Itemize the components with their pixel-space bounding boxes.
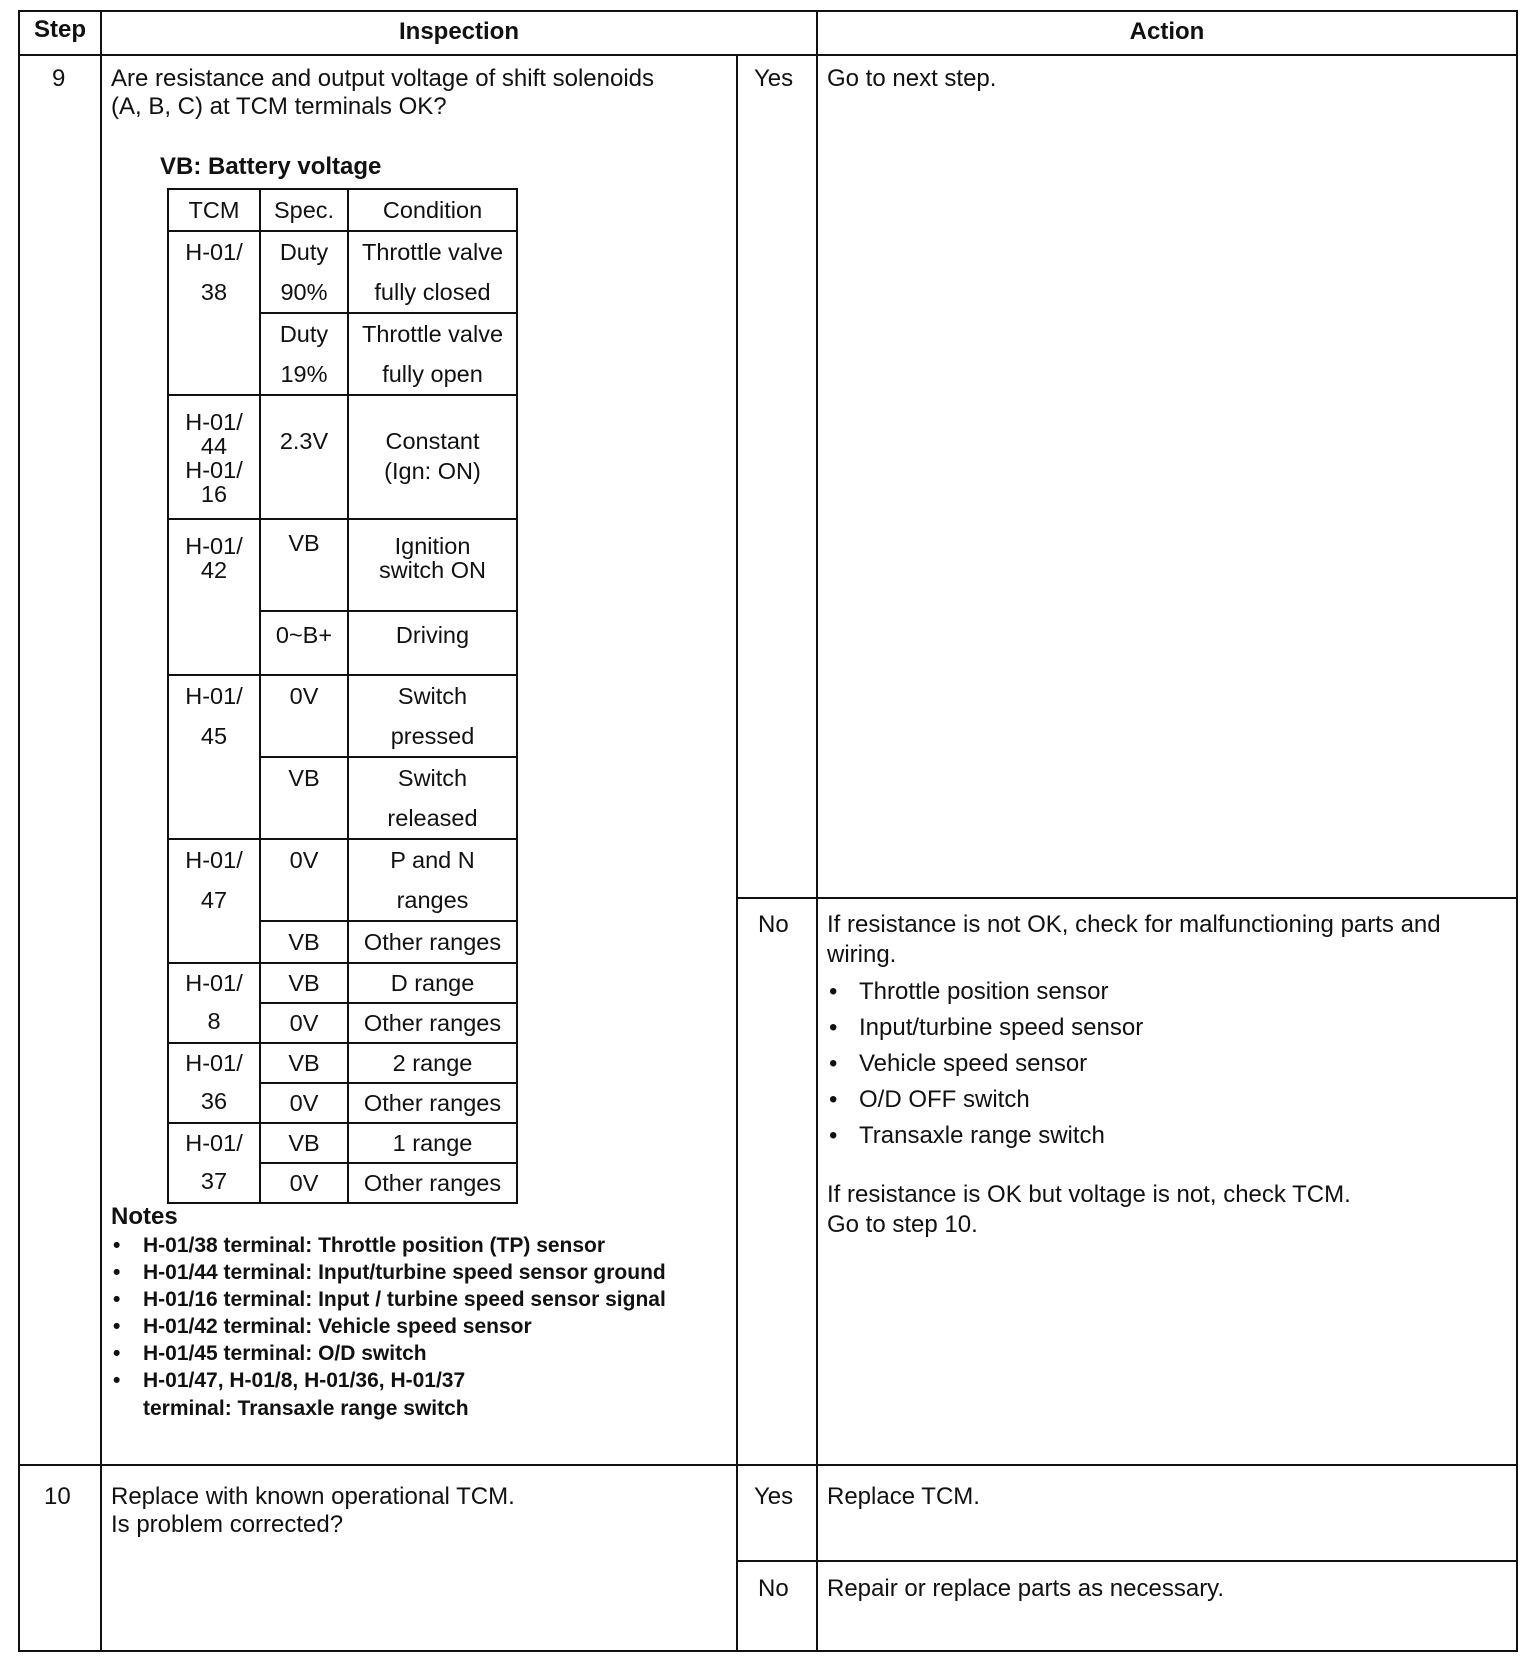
condition-line: switch ON <box>378 557 487 583</box>
step9-no-action-line4: Go to step 10. <box>827 1211 978 1238</box>
spec-cell-spec <box>260 1123 348 1163</box>
spec-line: VB <box>288 1130 320 1156</box>
grid-line-bottom <box>18 1650 1518 1652</box>
condition-line: P and N <box>390 847 475 873</box>
part-item: • Transaxle range switch <box>827 1118 1143 1154</box>
spec-row <box>168 1123 517 1163</box>
tcm-line: H-01/ <box>185 683 243 709</box>
step9-yes-action: Go to next step. <box>827 65 997 92</box>
spec-header-condition: Condition <box>348 189 517 231</box>
tcm-line: H-01/ <box>185 409 243 435</box>
condition-line: Constant <box>385 428 480 454</box>
tcm-line: 8 <box>207 1008 221 1034</box>
grid-line-yesno-col <box>736 54 738 1652</box>
condition-line: D range <box>390 970 475 996</box>
condition-line: Driving <box>395 622 470 648</box>
note-item-continuation: terminal: Transaxle range switch <box>143 1397 469 1420</box>
step10-no-action: Repair or replace parts as necessary. <box>827 1575 1225 1602</box>
notes-title: Notes <box>111 1203 178 1230</box>
spec-cell-spec <box>260 1083 348 1123</box>
spec-cell-spec <box>260 395 348 519</box>
condition-line: 1 range <box>392 1130 473 1156</box>
spec-row <box>168 675 517 757</box>
notes-list <box>111 1232 666 1394</box>
spec-cell-tcm <box>168 519 260 675</box>
condition-line: ranges <box>396 887 469 913</box>
spec-line: Duty <box>279 321 329 347</box>
spec-cell-spec <box>260 231 348 313</box>
note-item: • H-01/42 terminal: Vehicle speed sensor <box>111 1313 666 1340</box>
condition-line: Switch <box>397 765 468 791</box>
part-item: • Vehicle speed sensor <box>827 1046 1143 1082</box>
part-item: • Throttle position sensor <box>827 974 1143 1010</box>
condition-line: Switch <box>397 683 468 709</box>
spec-cell-tcm <box>168 839 260 963</box>
spec-cell-condition <box>348 1123 517 1163</box>
step10-number: 10 <box>44 1483 71 1510</box>
step10-question-line2: Is problem corrected? <box>111 1511 344 1538</box>
spec-cell-tcm <box>168 395 260 519</box>
spec-cell-spec <box>260 611 348 675</box>
grid-line-step10-yes-no <box>736 1560 1518 1562</box>
tcm-line: 16 <box>200 481 228 507</box>
part-item: • O/D OFF switch <box>827 1082 1143 1118</box>
tcm-line: 38 <box>200 279 228 305</box>
note-item: • H-01/45 terminal: O/D switch <box>111 1340 666 1367</box>
tcm-line: 36 <box>200 1088 228 1114</box>
grid-line-step9-yes-no <box>736 897 1518 899</box>
header-inspection: Inspection <box>398 18 519 45</box>
tcm-line: 45 <box>200 723 228 749</box>
spec-cell-tcm <box>168 963 260 1043</box>
tcm-line: H-01/ <box>185 847 243 873</box>
note-item: • H-01/47, H-01/8, H-01/36, H-01/37 <box>111 1367 666 1394</box>
spec-table <box>167 188 518 1204</box>
spec-row <box>168 963 517 1003</box>
condition-line: released <box>387 805 478 831</box>
step9-number: 9 <box>52 65 66 92</box>
tcm-line: 44 <box>200 433 228 459</box>
spec-header-spec: Spec. <box>260 189 348 231</box>
condition-line: Other ranges <box>363 1090 502 1116</box>
tcm-line: 47 <box>200 887 228 913</box>
spec-cell-condition <box>348 1003 517 1043</box>
step9-question-line2: (A, B, C) at TCM terminals OK? <box>111 93 447 120</box>
grid-line-right <box>1516 10 1518 1652</box>
spec-cell-spec <box>260 921 348 963</box>
spec-cell-condition <box>348 1083 517 1123</box>
header-step: Step <box>33 16 86 43</box>
condition-line: Other ranges <box>363 1010 502 1036</box>
spec-line: VB <box>288 530 320 556</box>
condition-line: Throttle valve <box>361 321 504 347</box>
spec-line: Duty <box>279 239 329 265</box>
grid-line-top <box>18 10 1518 12</box>
spec-cell-spec <box>260 1003 348 1043</box>
spec-cell-spec <box>260 313 348 395</box>
spec-table-header-row <box>168 189 517 231</box>
spec-row <box>168 1043 517 1083</box>
spec-cell-tcm <box>168 231 260 395</box>
spec-line: 0V <box>289 1010 319 1036</box>
vb-caption: VB: Battery voltage <box>160 153 382 180</box>
spec-row <box>168 519 517 611</box>
step9-no-action-line3: If resistance is OK but voltage is not, check TCM. <box>827 1181 1351 1208</box>
spec-line: 0V <box>289 847 319 873</box>
spec-row <box>168 395 517 519</box>
tcm-line: H-01/ <box>185 457 243 483</box>
grid-line-step9-bottom <box>18 1464 1518 1466</box>
tcm-line: 42 <box>200 557 228 583</box>
tcm-line: H-01/ <box>185 970 243 996</box>
spec-cell-condition <box>348 963 517 1003</box>
spec-cell-condition <box>348 921 517 963</box>
spec-row <box>168 231 517 313</box>
step9-no-action-line1: If resistance is not OK, check for malfunctioning parts and <box>827 911 1441 938</box>
tcm-line: H-01/ <box>185 533 243 559</box>
condition-line: 2 range <box>392 1050 473 1076</box>
spec-cell-condition <box>348 313 517 395</box>
spec-line: 0V <box>289 683 319 709</box>
spec-cell-spec <box>260 1163 348 1203</box>
step9-no-label: No <box>758 911 789 938</box>
spec-line: 0V <box>289 1090 319 1116</box>
step9-no-parts-list <box>827 974 1143 1154</box>
spec-cell-condition <box>348 839 517 921</box>
spec-cell-spec <box>260 839 348 921</box>
condition-line: Ignition <box>394 533 471 559</box>
spec-cell-condition <box>348 1163 517 1203</box>
spec-cell-spec <box>260 757 348 839</box>
condition-line: (Ign: ON) <box>384 458 481 484</box>
spec-cell-tcm <box>168 1123 260 1203</box>
step10-yes-label: Yes <box>754 1483 794 1510</box>
step9-yes-label: Yes <box>754 65 794 92</box>
part-item: • Input/turbine speed sensor <box>827 1010 1143 1046</box>
grid-line-header-bottom <box>18 54 1518 56</box>
spec-line: VB <box>288 970 320 996</box>
spec-cell-spec <box>260 963 348 1003</box>
condition-line: fully closed <box>374 279 491 305</box>
header-action: Action <box>1129 18 1205 45</box>
spec-cell-condition <box>348 1043 517 1083</box>
note-item: • H-01/44 terminal: Input/turbine speed sensor ground <box>111 1259 666 1286</box>
spec-cell-tcm <box>168 1043 260 1123</box>
spec-line: VB <box>288 929 320 955</box>
spec-line: 0V <box>289 1170 319 1196</box>
spec-cell-spec <box>260 519 348 611</box>
spec-cell-condition <box>348 519 517 611</box>
step10-yes-action: Replace TCM. <box>827 1483 980 1510</box>
tcm-line: H-01/ <box>185 239 243 265</box>
tcm-line: H-01/ <box>185 1050 243 1076</box>
spec-line: 19% <box>280 361 328 387</box>
grid-line-step-col <box>100 10 102 1652</box>
step9-no-action-line2: wiring. <box>827 941 897 968</box>
note-item: • H-01/16 terminal: Input / turbine speed sensor signal <box>111 1286 666 1313</box>
condition-line: Throttle valve <box>361 239 504 265</box>
spec-cell-condition <box>348 675 517 757</box>
spec-cell-condition <box>348 231 517 313</box>
step10-question-line1: Replace with known operational TCM. <box>111 1483 515 1510</box>
condition-line: fully open <box>382 361 483 387</box>
spec-cell-tcm <box>168 675 260 839</box>
step9-question-line1: Are resistance and output voltage of shift solenoids <box>111 65 654 92</box>
condition-line: Other ranges <box>363 1170 502 1196</box>
grid-line-left <box>18 10 20 1652</box>
grid-line-action-col <box>816 10 818 1652</box>
spec-line: 2.3V <box>279 428 329 454</box>
condition-line: Other ranges <box>363 929 502 955</box>
spec-line: 90% <box>280 279 328 305</box>
spec-row <box>168 839 517 921</box>
spec-cell-condition <box>348 611 517 675</box>
spec-cell-condition <box>348 395 517 519</box>
tcm-line: H-01/ <box>185 1130 243 1156</box>
spec-cell-spec <box>260 1043 348 1083</box>
note-item: • H-01/38 terminal: Throttle position (TP) sensor <box>111 1232 666 1259</box>
tcm-line: 37 <box>200 1168 228 1194</box>
spec-line: 0~B+ <box>275 622 333 648</box>
spec-header-tcm: TCM <box>168 189 260 231</box>
spec-line: VB <box>288 765 320 791</box>
spec-line: VB <box>288 1050 320 1076</box>
spec-cell-spec <box>260 675 348 757</box>
step10-no-label: No <box>758 1575 789 1602</box>
spec-cell-condition <box>348 757 517 839</box>
condition-line: pressed <box>390 723 475 749</box>
